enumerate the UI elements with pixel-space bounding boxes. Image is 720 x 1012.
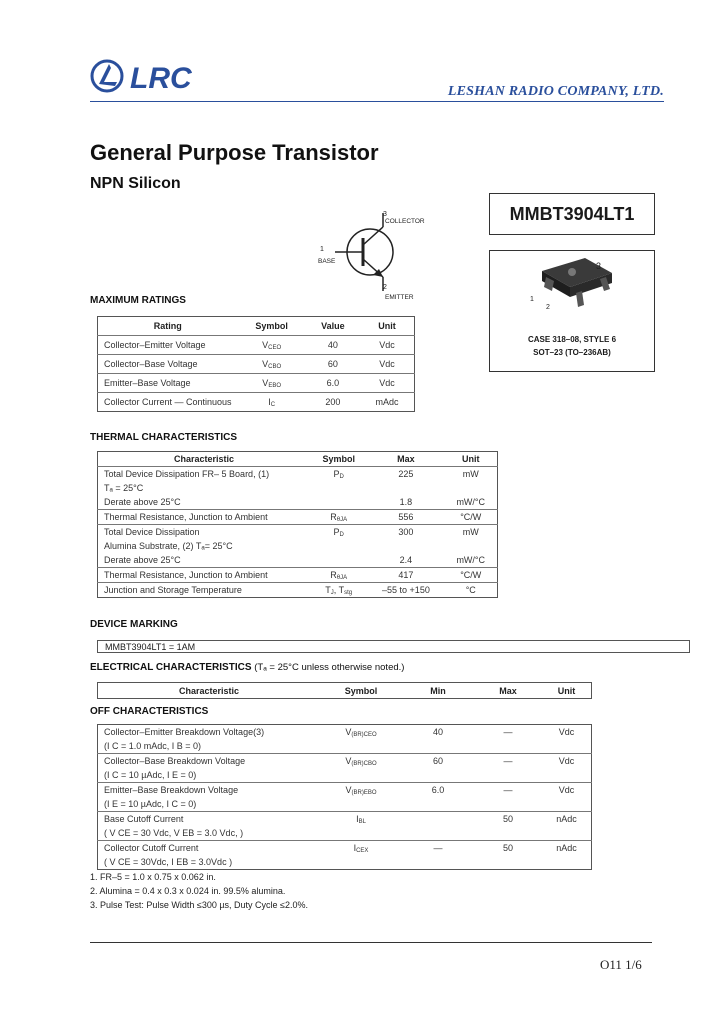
table-header-row [98, 452, 498, 467]
symbol: V(BR)CEO [345, 726, 377, 738]
page-title: General Purpose Transistor [90, 140, 379, 165]
table-row [98, 855, 592, 870]
max-value: –55 to +150 [367, 583, 444, 598]
collector-pin: 3 [383, 211, 387, 218]
table-row [98, 768, 592, 783]
table-row [98, 568, 498, 583]
package-pin1: 1 [530, 296, 534, 303]
column-header: Min [430, 685, 446, 696]
page-number: O11 1/6 [600, 957, 642, 972]
thermal-table [97, 451, 498, 598]
max-value: 225 [367, 467, 444, 482]
table-row [98, 525, 498, 540]
table-row [98, 374, 415, 393]
min-value: 40 [432, 727, 443, 737]
characteristic: Collector–Emitter Breakdown Voltage(3) [104, 727, 265, 737]
electrical-note: (Tₐ = 25°C unless otherwise noted.) [254, 662, 405, 673]
device-marking-value: MMBT3904LT1 = 1AM [97, 640, 690, 653]
max-value: — [474, 754, 542, 769]
condition: (I C = 1.0 mAdc, I B = 0) [104, 741, 202, 751]
package-box [489, 250, 655, 372]
footnote: 1. FR–5 = 1.0 x 0.75 x 0.062 in. [90, 872, 216, 882]
characteristic: Thermal Resistance, Junction to Ambient [98, 568, 311, 583]
table-row [98, 393, 415, 412]
min-value: 6.0 [402, 783, 474, 798]
symbol: V(BR)CBO [320, 754, 402, 769]
table-row [98, 467, 498, 482]
symbol: VEBO [238, 374, 306, 393]
characteristic: Total Device Dissipation [98, 525, 311, 540]
sot23-package-drawing [520, 253, 630, 315]
base-pin: 1 [320, 246, 324, 253]
max-value: — [503, 727, 513, 737]
characteristic: Derate above 25°C [104, 497, 181, 507]
table-row [98, 481, 498, 495]
value: 60 [306, 355, 360, 374]
table-header-row [98, 317, 415, 336]
unit: °C/W [444, 510, 497, 525]
column-header: Unit [461, 454, 480, 464]
unit: nAdc [542, 841, 592, 856]
table-row [98, 841, 592, 856]
max-value: 417 [367, 568, 444, 583]
max-ratings-heading: MAXIMUM RATINGS [90, 295, 186, 306]
package-sot: SOT–23 (TO–236AB) [533, 348, 611, 357]
unit: Vdc [542, 783, 592, 798]
unit: mW/°C [456, 555, 486, 565]
rating-name: Collector Current — Continuous [98, 393, 238, 412]
table-row [98, 826, 592, 841]
symbol: IC [238, 393, 306, 412]
table-row [98, 336, 415, 355]
device-marking-heading: DEVICE MARKING [90, 619, 178, 630]
unit: Vdc [360, 336, 414, 355]
table-row [98, 725, 592, 740]
max-value: 300 [367, 525, 444, 540]
package-pin3: 3 [596, 261, 602, 271]
value: 200 [306, 393, 360, 412]
characteristic: Derate above 25°C [104, 555, 181, 565]
emitter-pin: 2 [383, 284, 387, 291]
thermal-heading: THERMAL CHARACTERISTICS [90, 432, 238, 443]
column-header: Rating [153, 321, 182, 331]
part-number-box [489, 193, 655, 235]
symbol: TJ, Tstg [310, 583, 367, 598]
unit: °C/W [444, 568, 497, 583]
table-row [98, 495, 498, 510]
base-label: BASE [318, 258, 336, 265]
table-row [98, 583, 498, 598]
collector-label: COLLECTOR [385, 218, 425, 225]
logo-text: LRC [130, 62, 192, 95]
rating-name: Collector–Emitter Voltage [98, 336, 238, 355]
characteristic: Base Cutoff Current [98, 812, 321, 827]
off-heading: OFF CHARACTERISTICS [90, 706, 209, 717]
symbol: RθJA [310, 510, 367, 525]
min-value: — [402, 841, 474, 856]
header-divider [90, 101, 664, 102]
package-pin2: 2 [546, 304, 550, 311]
min-value [402, 812, 474, 827]
page-subtitle: NPN Silicon [90, 175, 181, 192]
column-header: Characteristic [178, 685, 240, 696]
max-value: 50 [474, 812, 542, 827]
footer-divider [90, 942, 652, 943]
symbol: RθJA [310, 568, 367, 583]
symbol: IBL [320, 812, 402, 827]
characteristic: Collector Cutoff Current [98, 841, 321, 856]
max-value: 1.8 [399, 497, 413, 507]
condition: ( V CE = 30Vdc, I EB = 3.0Vdc ) [104, 857, 233, 867]
max-value: 2.4 [399, 555, 413, 565]
column-header: Max [499, 685, 517, 696]
table-row [98, 754, 592, 769]
condition: (I E = 10 µAdc, I C = 0) [104, 799, 197, 809]
table-row [98, 783, 592, 798]
table-row [98, 812, 592, 827]
transistor-schematic [315, 205, 435, 305]
max-value: — [474, 783, 542, 798]
column-header: Symbol [255, 321, 288, 331]
symbol: PD [310, 525, 367, 540]
footnote: 2. Alumina = 0.4 x 0.3 x 0.024 in. 99.5% alumina. [90, 886, 286, 896]
characteristic: Thermal Resistance, Junction to Ambient [98, 510, 311, 525]
unit: nAdc [542, 812, 592, 827]
symbol: VCBO [238, 355, 306, 374]
part-number: MMBT3904LT1 [509, 203, 635, 224]
symbol: V(BR)EBO [320, 783, 402, 798]
column-header: Unit [378, 321, 396, 331]
column-header: Value [321, 321, 345, 331]
emitter-label: EMITTER [385, 294, 414, 301]
table-row [98, 739, 592, 754]
table-row [98, 553, 498, 568]
column-header: Max [397, 454, 415, 464]
unit: Vdc [360, 355, 414, 374]
table-row [98, 797, 592, 812]
characteristic: Alumina Substrate, (2) Tₐ= 25°C [104, 541, 233, 551]
column-header: Unit [557, 685, 576, 696]
symbol: ICEX [320, 841, 402, 856]
footnote: 3. Pulse Test: Pulse Width ≤300 µs, Duty Cycle ≤2.0%. [90, 900, 308, 910]
max-value: 556 [367, 510, 444, 525]
off-characteristics-table [97, 724, 592, 870]
rating-name: Collector–Base Voltage [98, 355, 238, 374]
lrc-logo [90, 55, 220, 97]
company-name: LESHAN RADIO COMPANY, LTD. [447, 84, 664, 99]
rating-name: Emitter–Base Voltage [98, 374, 238, 393]
unit: mW [444, 525, 497, 540]
column-header: Symbol [344, 685, 378, 696]
condition: (I C = 10 µAdc, I E = 0) [104, 770, 197, 780]
electrical-header-table [97, 682, 592, 699]
value: 40 [306, 336, 360, 355]
unit: mAdc [360, 393, 414, 412]
table-header-row [98, 683, 592, 699]
column-header: Characteristic [173, 454, 235, 464]
value: 6.0 [306, 374, 360, 393]
characteristic: Collector–Base Breakdown Voltage [98, 754, 321, 769]
unit: mW/°C [456, 497, 486, 507]
package-case: CASE 318–08, STYLE 6 [527, 335, 617, 344]
unit: Vdc [542, 754, 592, 769]
column-header: Symbol [322, 454, 355, 464]
table-row [98, 510, 498, 525]
characteristic: Tₐ = 25°C [104, 483, 144, 493]
characteristic: Junction and Storage Temperature [98, 583, 311, 598]
electrical-heading-text: ELECTRICAL CHARACTERISTICS [90, 662, 252, 673]
symbol: VCEO [238, 336, 306, 355]
unit: mW [444, 467, 497, 482]
unit: Vdc [360, 374, 414, 393]
min-value: 60 [402, 754, 474, 769]
max-value: 50 [474, 841, 542, 856]
max-ratings-table [97, 316, 415, 412]
symbol: PD [310, 467, 367, 482]
characteristic: Total Device Dissipation FR– 5 Board, (1) [98, 467, 311, 482]
table-row [98, 539, 498, 553]
electrical-heading [90, 662, 404, 673]
characteristic: Emitter–Base Breakdown Voltage [98, 783, 321, 798]
table-row [98, 355, 415, 374]
condition: ( V CE = 30 Vdc, V EB = 3.0 Vdc, ) [104, 828, 244, 838]
unit: Vdc [558, 727, 575, 737]
unit: °C [444, 583, 497, 598]
